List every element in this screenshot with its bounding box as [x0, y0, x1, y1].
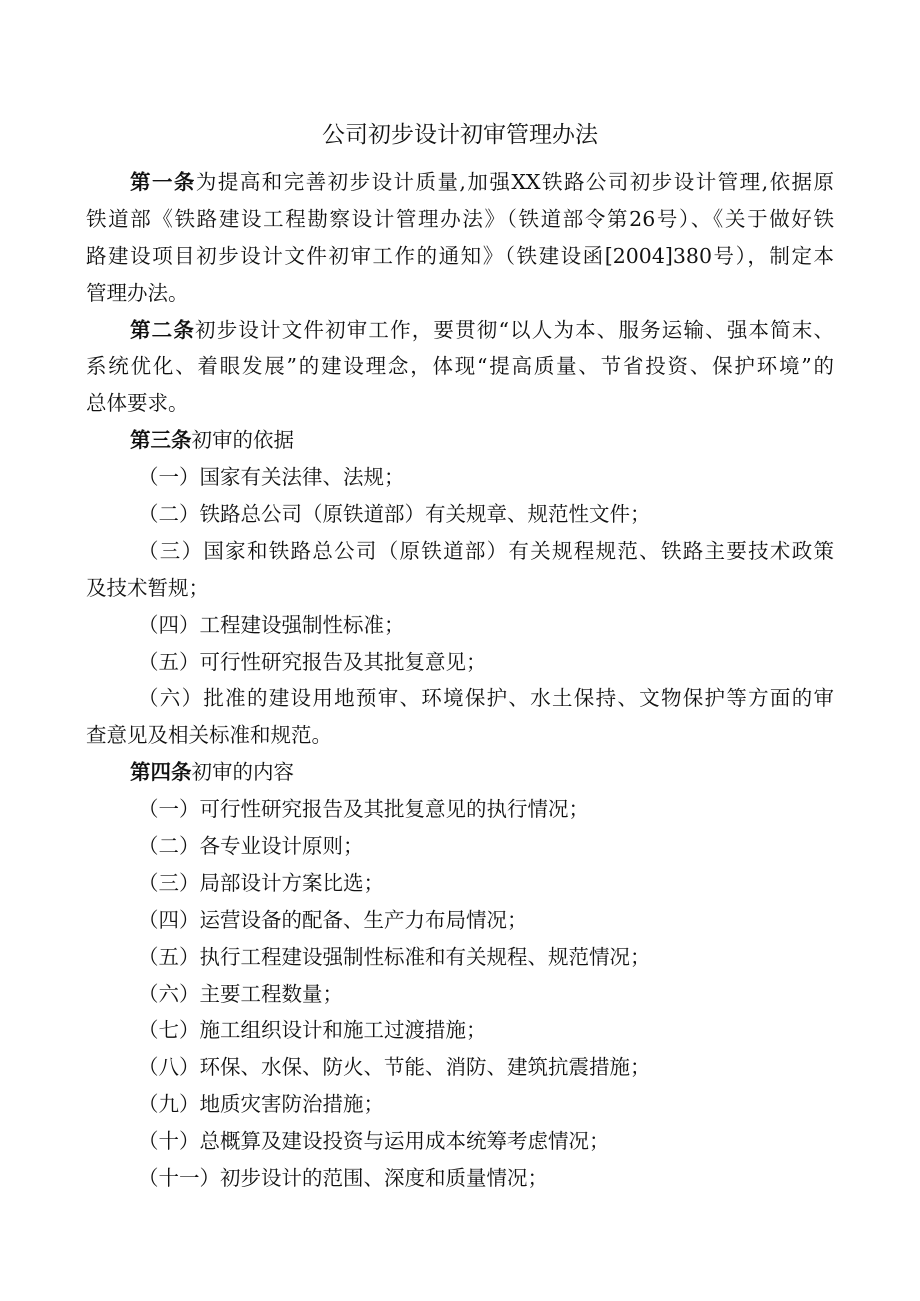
text-line: [86, 496, 834, 533]
text-line: [86, 275, 834, 312]
text-line: [86, 459, 834, 496]
line-text: （三）国家和铁路总公司（原铁道部）有关规程规范、铁路主要技术政策: [138, 538, 834, 563]
line-text: （五）可行性研究报告及其批复意见；: [138, 649, 487, 674]
line-text: 查意见及相关标准和规范。: [86, 723, 332, 748]
line-text: 管理办法。: [86, 280, 189, 305]
article-number: 第三条: [130, 428, 192, 453]
line-text: （四）运营设备的配备、生产力布局情况；: [138, 907, 528, 932]
text-line: [86, 791, 834, 828]
line-text: （一）国家有关法律、法规；: [138, 465, 405, 490]
text-line: [86, 976, 834, 1013]
line-text: （六）主要工程数量；: [138, 981, 343, 1006]
line-text: 系统优化、着眼发展”的建设理念，体现“提高质量、节省投资、保护环境”的: [86, 354, 834, 379]
text-line: [86, 1012, 834, 1049]
text-line: [86, 238, 834, 275]
line-text: （二）铁路总公司（原铁道部）有关规章、规范性文件；: [138, 502, 651, 527]
line-text: （四）工程建设强制性标准；: [138, 612, 405, 637]
text-line: [86, 348, 834, 385]
line-text: （三）局部设计方案比选；: [138, 870, 384, 895]
line-text: （六）批准的建设用地预审、环境保护、水土保持、文物保护等方面的审: [138, 686, 834, 711]
line-text: 为提高和完善初步设计质量,加强XX铁路公司初步设计管理,依据原: [195, 170, 834, 194]
article-number: 第二条: [130, 317, 196, 342]
text-line: [86, 1160, 834, 1197]
text-line: [86, 164, 834, 201]
text-line: [86, 385, 834, 422]
text-line: [86, 422, 834, 459]
line-text: 铁道部《铁路建设工程勘察设计管理办法》（铁道部令第26号）、《关于做好铁: [86, 206, 834, 231]
text-line: [86, 939, 834, 976]
text-line: [86, 828, 834, 865]
line-text: （七）施工组织设计和施工过渡措施；: [138, 1018, 487, 1043]
line-text: 初步设计文件初审工作，要贯彻“以人为本、服务运输、强本简末、: [195, 317, 835, 342]
line-text: （二）各专业设计原则；: [138, 834, 364, 859]
article-number: 第四条: [130, 760, 192, 785]
text-line: [86, 1049, 834, 1086]
text-line: [86, 201, 834, 238]
text-line: [86, 902, 834, 939]
text-line: [86, 644, 834, 681]
text-line: [86, 717, 834, 754]
line-text: （九）地质灾害防治措施；: [138, 1092, 384, 1117]
text-line: [86, 754, 834, 791]
line-text: 路建设项目初步设计文件初审工作的通知》（铁建设函[2004]380号），制定本: [86, 243, 834, 268]
article-number: 第一条: [130, 170, 196, 194]
line-text: 初审的内容: [191, 760, 294, 785]
text-line: [86, 1123, 834, 1160]
document-title: 公司初步设计初审管理办法: [322, 122, 598, 148]
line-text: （五）执行工程建设强制性标准和有关规程、规范情况；: [138, 944, 651, 969]
text-line: [86, 1086, 834, 1123]
line-text: 总体要求。: [86, 391, 189, 416]
document-body: [86, 164, 834, 1197]
text-line: [86, 607, 834, 644]
line-text: （八）环保、水保、防火、节能、消防、建筑抗震措施；: [138, 1055, 651, 1080]
line-text: 及技术暂规；: [86, 575, 209, 600]
text-line: [86, 865, 834, 902]
line-text: （十一）初步设计的范围、深度和质量情况；: [138, 1166, 548, 1191]
text-line: [86, 570, 834, 607]
line-text: （十）总概算及建设投资与运用成本统筹考虑情况；: [138, 1129, 610, 1154]
text-line: [86, 680, 834, 717]
text-line: [86, 533, 834, 570]
text-line: [86, 312, 834, 349]
line-text: （一）可行性研究报告及其批复意见的执行情况；: [138, 797, 589, 822]
line-text: 初审的依据: [191, 428, 294, 453]
